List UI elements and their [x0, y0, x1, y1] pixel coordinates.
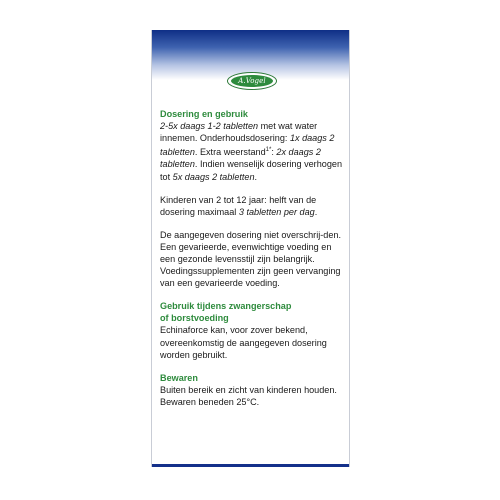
section-kinderen [160, 194, 346, 218]
package-text [160, 108, 346, 419]
heading-bewaren: Bewaren [160, 372, 198, 383]
dosering-period: . [254, 171, 258, 182]
dosering-text-3: . Indien wenselijk dosering verhogen tot [160, 159, 342, 182]
advies-text: De aangegeven dosering niet overschrij-den. Een gevarieerde, evenwichtige voeding en een gezonde levensstijl zijn belangrijk. Voedingssupplementen zijn geen vervanging van een gevarieerde voeding. [160, 229, 341, 289]
logo-text: A.Vogel [238, 76, 266, 85]
section-advies [160, 229, 346, 289]
kinderen-period: . [314, 206, 318, 217]
dosering-dose-2: 1x daags 2 tabletten [160, 133, 335, 158]
dosering-colon: : [271, 147, 274, 158]
heading-zwangerschap-2: of borstvoeding [160, 313, 229, 324]
kinderen-text-a: Kinderen van 2 tot 12 jaar: helft van de dosering maximaal [160, 194, 317, 217]
heading-zwangerschap-1: Gebruik tijdens zwangerschap [160, 301, 292, 312]
dosering-dose-1: 2-5x daags 1-2 tabletten [160, 121, 259, 132]
section-dosering [160, 108, 346, 183]
dosering-text [160, 120, 346, 183]
section-bewaren [160, 372, 346, 408]
dosering-text-1: met wat water innemen. Onderhoudsdosering: [160, 121, 318, 144]
kinderen-dose: 3 tabletten per dag [238, 206, 315, 217]
dosering-text-2: . Extra weerstand [194, 147, 266, 158]
dosering-dose-4: 5x daags 2 tabletten [172, 171, 255, 182]
bottom-blue-strip [152, 464, 349, 467]
zwangerschap-text: Echinaforce kan, voor zover bekend, overeenkomstig de aangegeven dosering worden gebruikt. [160, 325, 327, 360]
section-zwangerschap [160, 300, 346, 360]
dosering-dose-3: 2x daags 2 tabletten [160, 147, 321, 170]
footnote-marker: 1* [265, 147, 272, 154]
package-panel [151, 30, 350, 467]
avogel-logo [227, 72, 277, 90]
kinderen-text [160, 194, 346, 218]
bewaren-text: Buiten bereik en zicht van kinderen houden. Bewaren beneden 25°C. [160, 384, 337, 407]
logo-oval [231, 75, 273, 87]
heading-dosering: Dosering en gebruik [160, 109, 248, 119]
